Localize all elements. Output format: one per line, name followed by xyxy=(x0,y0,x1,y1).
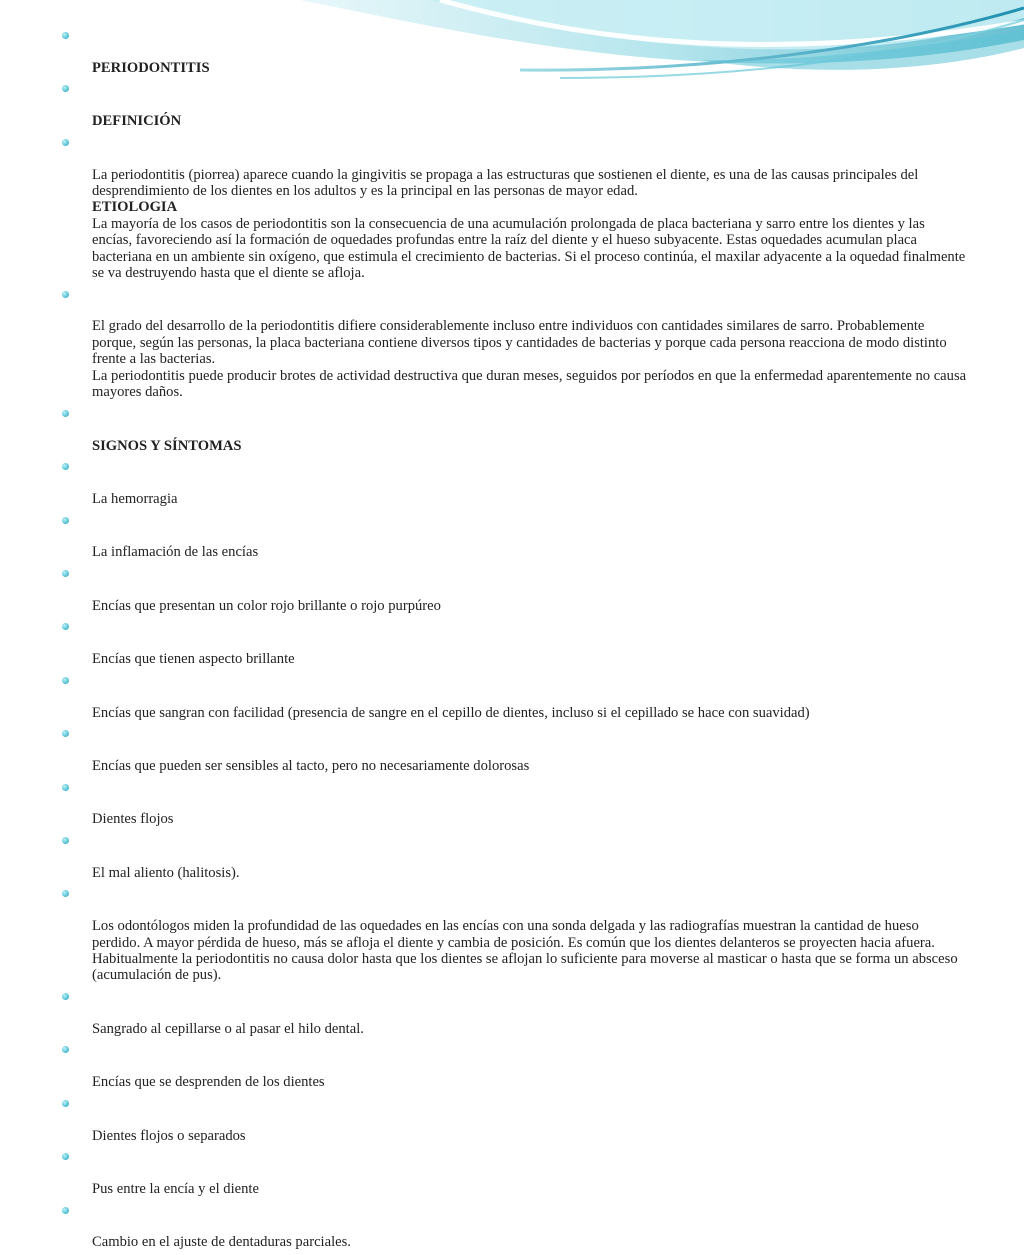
bullet-icon xyxy=(62,139,69,146)
list-item-development xyxy=(62,286,967,401)
symptom-text: La inflamación de las encías xyxy=(92,544,259,561)
etiology-paragraph: La mayoría de los casos de periodontitis son la consecuencia de una acumulación prolongada de placa bacteriana y sarro entre los dientes y las encías, favoreciendo así la formación de oquedades profundas entre la raíz del diente y el hueso subyacente. Estas oquedades acumulan placa bacteriana en un ambiente sin oxígeno, que estimula el crecimiento de bacterias. Si el proceso continúa, el maxilar adyacente a la oquedad finalmente se va destruyendo hasta que el diente se afloja. xyxy=(92,215,966,282)
symptom-text: Encías que pueden ser sensibles al tacto, pero no necesariamente dolorosas xyxy=(92,757,530,774)
slide-content xyxy=(62,27,967,1255)
list-item xyxy=(62,458,967,507)
bullet-icon xyxy=(62,85,69,92)
bullet-icon xyxy=(62,837,69,844)
bullet-icon xyxy=(62,784,69,791)
symptom-text: Encías que se desprenden de los dientes xyxy=(92,1074,325,1091)
list-item xyxy=(62,832,967,881)
diagnosis-paragraph: Los odontólogos miden la profundidad de las oquedades en las encías con una sonda delgada y las radiografías muestran la cantidad de hueso perdido. A mayor pérdida de hueso, más se afloja el diente y cambia de posición. Es común que los dientes delanteros se proyecten hacia afuera. Habitualmente la periodontitis no causa dolor hasta que los dientes se aflojan lo suficiente para moverse al masticar o hasta que se forma un absceso (acumulación de pus). xyxy=(92,918,958,984)
symptom-text: Sangrado al cepillarse o al pasar el hilo dental. xyxy=(92,1020,364,1037)
bullet-icon xyxy=(62,890,69,897)
list-item xyxy=(62,1148,967,1197)
bullet-icon xyxy=(62,517,69,524)
bullet-icon xyxy=(62,1100,69,1107)
heading-periodontitis: PERIODONTITIS xyxy=(92,59,210,76)
bullet-icon xyxy=(62,730,69,737)
symptom-text: Cambio en el ajuste de dentaduras parciales. xyxy=(92,1234,351,1251)
heading-signos-sintomas: SIGNOS Y SÍNTOMAS xyxy=(92,437,242,454)
list-item xyxy=(62,512,967,561)
bullet-icon xyxy=(62,410,69,417)
list-item xyxy=(62,1095,967,1144)
list-item xyxy=(62,1202,967,1251)
bullet-icon xyxy=(62,677,69,684)
bullet-list xyxy=(62,27,967,1251)
list-item-definicion xyxy=(62,80,967,129)
list-item xyxy=(62,672,967,721)
symptom-text: El mal aliento (halitosis). xyxy=(92,864,240,881)
bullet-icon xyxy=(62,463,69,470)
list-item-signos xyxy=(62,405,967,454)
list-item xyxy=(62,565,967,614)
bullet-icon xyxy=(62,291,69,298)
bullet-icon xyxy=(62,570,69,577)
list-item-periodontitis xyxy=(62,27,967,76)
list-item-definition-text xyxy=(62,134,967,282)
development-paragraph: El grado del desarrollo de la periodontitis difiere considerablemente incluso entre individuos con cantidades similares de sarro. Probablemente porque, según las personas, la placa bacteriana contiene diversos tipos y cantidades de bacterias y porque cada persona reacciona de modo distinto frente a las bacterias. La periodontitis puede producir brotes de actividad destructiva que duran meses, seguidos por períodos en que la enfermedad aparentemente no causa mayores daños. xyxy=(92,318,967,401)
symptom-text: Encías que tienen aspecto brillante xyxy=(92,651,295,668)
list-item xyxy=(62,1041,967,1090)
bullet-icon xyxy=(62,623,69,630)
list-item xyxy=(62,779,967,828)
symptom-text: La hemorragia xyxy=(92,490,178,507)
heading-definicion: DEFINICIÓN xyxy=(92,113,182,130)
list-item xyxy=(62,618,967,667)
bullet-icon xyxy=(62,1153,69,1160)
list-item xyxy=(62,885,967,983)
symptom-text: Dientes flojos o separados xyxy=(92,1127,246,1144)
list-item xyxy=(62,988,967,1037)
symptom-text: Encías que presentan un color rojo brillante o rojo purpúreo xyxy=(92,597,441,614)
bullet-icon xyxy=(62,32,69,39)
definition-paragraph: La periodontitis (piorrea) aparece cuando la gingivitis se propaga a las estructuras que sostienen el diente, es una de las causas principales del desprendimiento de los dientes en los adultos y es la principal en las personas de mayor edad. xyxy=(92,166,919,200)
symptom-text: Encías que sangran con facilidad (presencia de sangre en el cepillo de dientes, incluso si el cepillado se hace con suavidad) xyxy=(92,704,810,721)
list-item xyxy=(62,725,967,774)
bullet-icon xyxy=(62,1207,69,1214)
symptom-text: Dientes flojos xyxy=(92,811,174,828)
bullet-icon xyxy=(62,993,69,1000)
bullet-icon xyxy=(62,1046,69,1053)
heading-etiologia: ETIOLOGIA xyxy=(92,199,178,216)
symptom-text: Pus entre la encía y el diente xyxy=(92,1181,259,1197)
